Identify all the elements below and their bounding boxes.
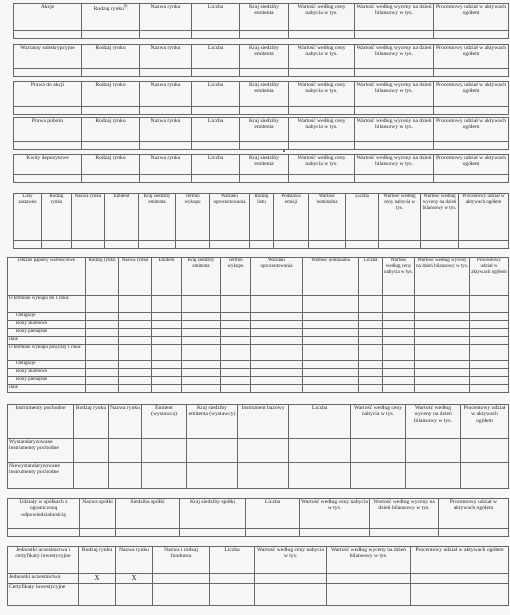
header-cell: Liczba	[359, 258, 383, 296]
header-cell: Wartość według wyceny na dzień bilansowy w tys.	[327, 547, 411, 574]
header-cell: Rodzaj rynku$^{6)}$	[82, 4, 140, 31]
header-cell: Procentowy udział w aktywach ogółem	[434, 155, 509, 175]
header-cell: Wartość nominalna	[309, 194, 346, 241]
row-label: Obligacje	[8, 361, 86, 369]
header-cell: Wartość według wyceny na dzień bilansowy w tys.	[421, 194, 459, 241]
header-cell: Procentowy udział w aktywach ogółem	[434, 4, 509, 31]
warranty-table	[13, 44, 509, 77]
header-cell: Listy zastawne	[14, 194, 42, 241]
header-cell: Kraj siedziby spółki	[180, 499, 246, 529]
header-cell: Nazwa rynku	[140, 118, 192, 142]
header-cell: Kraj siedziby emitenta	[240, 118, 289, 142]
header-cell: Liczba	[192, 4, 240, 31]
akcje-table	[13, 3, 509, 39]
header-cell: Wartość według ceny nabycia w tys.	[300, 499, 370, 529]
row-label: Niewystandaryzowane instrumenty pochodne	[8, 463, 74, 489]
row-label: Wystandaryzowane instrumenty pochodne	[8, 439, 74, 463]
header-cell: Kraj siedziby emitenta	[139, 194, 176, 241]
header-cell: Nazwa rynku	[140, 4, 192, 31]
header-cell: Wartość nominalna	[303, 258, 359, 296]
row-label: Bony skarbowe	[8, 369, 86, 377]
header-cell: Wartość według wyceny na dzień bilansowy w tys.	[355, 118, 434, 142]
header-cell: Wartość według ceny nabycia w tys.	[383, 258, 415, 296]
mark-cell: X	[116, 574, 153, 584]
header-cell: Wartość według wyceny na dzień bilansowy w tys.	[355, 82, 434, 107]
header-cell: Akcje	[14, 4, 82, 31]
header-cell: Emitent	[105, 194, 139, 241]
listy-zastawne-table	[13, 193, 509, 249]
header-cell: Prawa do akcji	[14, 82, 82, 107]
header-cell: Dłużne papiery wartościowe	[8, 258, 86, 296]
header-cell: Emitent	[152, 258, 182, 296]
row-label: O terminie wykupu powyżej 1 roku:	[8, 345, 86, 361]
header-cell: Procentowy udział w aktywach ogółem	[461, 405, 509, 439]
row-label: Bony pieniężne	[8, 329, 86, 337]
row-label: Bony skarbowe	[8, 321, 86, 329]
header-cell: Jednostki uczestnictwa i certyfikaty inwestycyjne	[8, 547, 79, 574]
header-cell: Nazwa rynku	[140, 82, 192, 107]
header-cell: Procentowy udział w aktywach ogółem	[439, 499, 509, 529]
mark-cell	[79, 584, 116, 606]
header-cell: Udziały w spółkach z ograniczoną odpowiedzialnością	[8, 499, 80, 529]
header-cell: Rodzaj rynku	[86, 258, 119, 296]
header-cell: Procentowy udział w aktywach ogółem	[434, 82, 509, 107]
header-cell: Rodzaj rynku	[82, 45, 140, 69]
header-cell: Rodzaj rynku	[42, 194, 72, 241]
header-cell: Rodzaj rynku	[82, 118, 140, 142]
row-label: Bony pieniężne	[8, 377, 86, 385]
header-cell: Siedziba spółki	[116, 499, 180, 529]
header-cell: Termin wykupu	[221, 258, 251, 296]
header-cell: Kraj siedziby emitenta (wystawcy)	[187, 405, 238, 439]
header-cell: Procentowy udział w aktywach ogółem	[459, 194, 509, 241]
header-cell: Wartość według ceny nabycia w tys.	[379, 194, 421, 241]
row-label: O terminie wykupu do 1 roku:	[8, 296, 86, 313]
header-cell: Nazwa rynku	[109, 405, 142, 439]
header-cell: Liczba	[210, 547, 255, 574]
header-cell: Nazwa spółki	[80, 499, 116, 529]
row-label: Obligacje	[8, 313, 86, 321]
footnote-mark: 6)	[123, 3, 128, 8]
header-cell: Procentowy udział w aktywach ogółem	[434, 45, 509, 69]
header-cell: Procentowy udział w aktywach ogółem	[434, 118, 509, 142]
header-cell: Wartość według ceny nabycia w tys.	[289, 118, 355, 142]
header-cell: Nazwa rynku	[140, 155, 192, 175]
header-cell: Kraj siedziby emitenta	[240, 155, 289, 175]
row-label: Inne	[8, 385, 86, 393]
header-cell: Kraj siedziby emitenta	[240, 45, 289, 69]
header-cell: Emitent (wystawca)	[142, 405, 187, 439]
header-cell: Liczba	[289, 405, 351, 439]
header-cell: Wartość według ceny nabycia w tys.	[255, 547, 327, 574]
header-cell: Liczba	[246, 499, 300, 529]
header-cell: Instrument bazowy	[238, 405, 289, 439]
header-cell: Liczba	[192, 82, 240, 107]
header-cell: Nazwa rynku	[119, 258, 152, 296]
kwity-depozytowe-table	[13, 154, 509, 183]
row-label: Jednostki uczestnictwa	[8, 574, 79, 584]
header-cell: Wartość według ceny nabycia w tys.	[289, 4, 355, 31]
udzialy-table	[7, 498, 509, 537]
header-cell: Kraj siedziby emitenta	[240, 4, 289, 31]
header-cell: Nazwa rynku	[140, 45, 192, 69]
header-cell: Wartość według wyceny na dzień bilansowy w tys.	[355, 4, 434, 31]
header-cell: Warunki oprocentowania	[251, 258, 303, 296]
header-cell: Rodzaj rynku	[82, 155, 140, 175]
header-cell: Rodzaj rynku	[79, 547, 116, 574]
stray-dot	[283, 150, 285, 152]
header-cell: Liczba	[192, 155, 240, 175]
mark-cell: X	[79, 574, 116, 584]
header-cell: Instrumenty pochodne	[8, 405, 74, 439]
header-cell: Wartość według wyceny na dzień bilansowy w tys.	[415, 258, 470, 296]
header-cell: Wartość według wyceny na dzień bilansowy w tys.	[370, 499, 439, 529]
header-cell: Wartość według wyceny na dzień bilansowy w tys.	[355, 45, 434, 69]
row-label: Certyfikaty inwestycyjne	[8, 584, 79, 606]
header-cell: Kraj siedziby emitenta	[240, 82, 289, 107]
mark-cell	[116, 584, 153, 606]
header-cell: Wartość według wyceny na dzień bilansowy w tys.	[406, 405, 461, 439]
header-cell: Termin wykupu	[176, 194, 210, 241]
header-cell: Kraj siedziby emitenta	[182, 258, 221, 296]
header-cell: Procentowy udział w aktywach ogółem	[470, 258, 509, 296]
header-cell: Rodzaj rynku	[82, 82, 140, 107]
header-cell: Kwity depozytowe	[14, 155, 82, 175]
header-cell: Wartość według wyceny na dzień bilansowy w tys.	[355, 155, 434, 175]
header-cell: Podstawa emisji	[274, 194, 309, 241]
header-cell: Liczba	[192, 118, 240, 142]
header-cell: Liczba	[346, 194, 379, 241]
header-cell: Nazwa rynku	[116, 547, 153, 574]
header-cell: Wartość według ceny nabycia w tys.	[351, 405, 406, 439]
header-cell: Wartość według ceny nabycia w tys.	[289, 155, 355, 175]
header-cell: Nazwa rynku	[72, 194, 105, 241]
header-cell: Liczba	[192, 45, 240, 69]
prawa-poboru-table	[13, 117, 509, 150]
header-cell: Rodzaj listu	[250, 194, 274, 241]
row-label: Inne	[8, 337, 86, 345]
header-cell: Rodzaj rynku	[74, 405, 109, 439]
header-cell: Wartość według ceny nabycia w tys.	[289, 82, 355, 107]
prawa-do-akcji-table	[13, 81, 509, 115]
header-cell: Wartość według ceny nabycia w tys.	[289, 45, 355, 69]
header-cell: Prawa poboru	[14, 118, 82, 142]
dluzne-papiery-table	[7, 257, 509, 393]
header-cell: Warranty subskrypcyjne	[14, 45, 82, 69]
jednostki-table	[7, 546, 509, 606]
header-cell: Nazwa i rodzaj funduszu	[153, 547, 210, 574]
instrumenty-pochodne-table	[7, 404, 509, 489]
header-cell: Warunki oprocentowania	[210, 194, 250, 241]
header-cell: Procentowy udział w aktywach ogółem	[411, 547, 509, 574]
